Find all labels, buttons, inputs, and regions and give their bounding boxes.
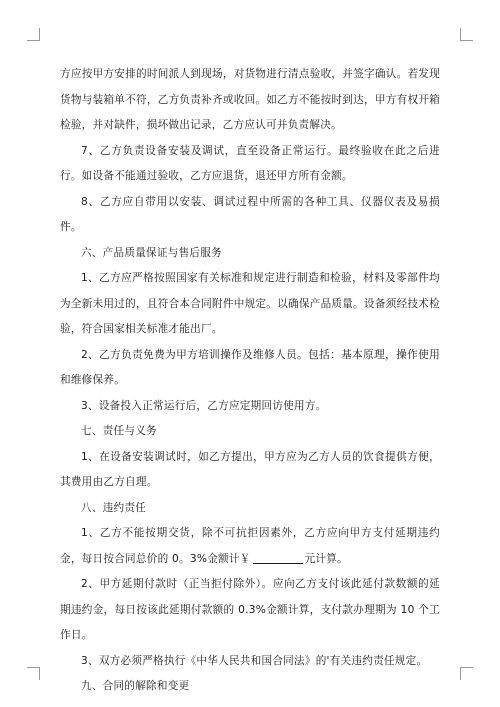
section-heading-8: 八、违约责任	[81, 501, 147, 514]
paragraph-quality-3: 3、设备投入正常运行后，乙方应定期回访使用方。	[81, 399, 327, 412]
section-heading-9: 九、合同的解除和变更	[81, 680, 190, 692]
paragraph-item-7: 7、乙方负责设备安装及调试，直至设备正常运行。最终验收在此之后进行。如设备不能通过验收，乙方应退货，退还甲方所有金额。	[60, 144, 440, 182]
paragraph-delivery-inspection: 方应按甲方安排的时间派人到现场，对货物进行清点验收，并签字确认。若发现货物与装箱单不符，乙方负责补齐或收回。如乙方不能按时到达，甲方有权开箱检验，并对缺件，损坏做出记录，乙方应认可并负责解决。	[60, 68, 440, 131]
crop-mark-bottom-right	[460, 667, 473, 680]
document-body	[60, 62, 440, 700]
crop-mark-top-left	[27, 28, 40, 41]
paragraph-item-8: 8、乙方应自带用以安装、调试过程中所需的各种工具、仪器仪表及易损件。	[60, 195, 440, 233]
amount-blank-line	[253, 553, 303, 564]
paragraph-breach-1-suffix: 元计算。	[304, 552, 348, 565]
paragraph-quality-2: 2、乙方负责免费为甲方培训操作及维修人员。包括：基本原理，操作使用和维修保养。	[60, 348, 440, 386]
paragraph-breach-1-text: 1、乙方不能按期交货，除不可抗拒因素外，乙方应向甲方支付延期违约金，每日按合同总价的 0。3%金额计￥	[60, 527, 440, 565]
paragraph-breach-1	[60, 521, 440, 572]
crop-mark-top-right	[460, 28, 473, 41]
paragraph-quality-1: 1、乙方应严格按照国家有关标准和规定进行制造和检验，材料及零部件均为全新未用过的，且符合本合同附件中规定。以确保产品质量。设备须经技术检验，符合国家相关标准才能出厂。	[60, 272, 440, 335]
paragraph-breach-2: 2、甲方延期付款时（正当拒付除外）。应向乙方支付该此延付款数额的延期违约金，每日按该此延期付款额的 0.3%金额计算，支付款办理期为 10 个工作日。	[60, 578, 440, 641]
paragraph-breach-3: 3、双方必须严格执行《中华人民共和国合同法》的'有关违约责任规定。	[81, 654, 428, 667]
crop-mark-bottom-left	[27, 667, 40, 680]
section-heading-6: 六、产品质量保证与售后服务	[81, 246, 222, 259]
paragraph-duty-1: 1、在设备安装调试时，如乙方提出，甲方应为乙方人员的饮食提供方便，其费用由乙方自理。	[60, 450, 440, 488]
section-heading-7: 七、责任与义务	[81, 425, 157, 437]
